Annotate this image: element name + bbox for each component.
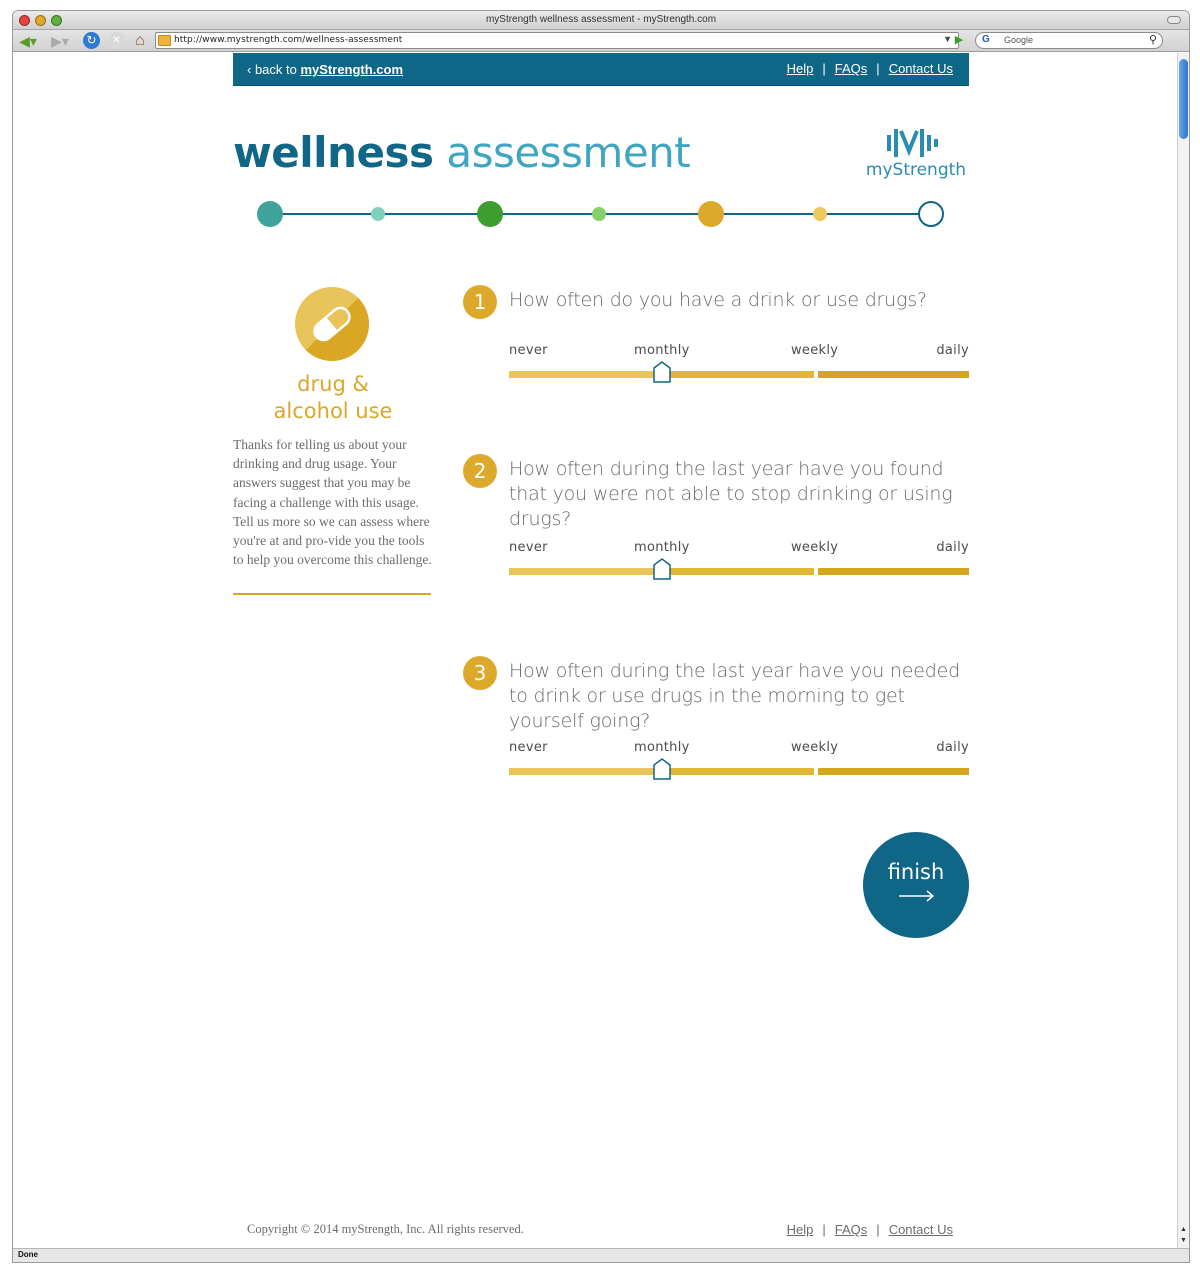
logo-text: myStrength [865, 160, 967, 180]
progress-step-4 [592, 207, 606, 221]
search-engine-icon[interactable]: G [982, 34, 990, 45]
page-title-bold: wellness [233, 128, 434, 177]
window-title: myStrength wellness assessment - myStrength.com [485, 14, 717, 25]
chevron-down-icon[interactable]: ▼ [943, 34, 952, 44]
browser-window [12, 10, 1190, 1263]
nav-separator: | [876, 61, 880, 76]
category-title-line2: alcohol use [273, 399, 393, 423]
question-text: How often do you have a drink or use drugs? [509, 289, 927, 311]
title-bar [13, 11, 1189, 30]
question-number-badge: 1 [463, 285, 497, 319]
finish-label: finish [887, 860, 945, 884]
page-title-light: assessment [446, 128, 691, 177]
category-title [233, 371, 433, 425]
progress-step-6 [813, 207, 827, 221]
option-never[interactable]: never [509, 740, 548, 755]
option-weekly[interactable]: weekly [791, 343, 839, 358]
nav-separator: | [822, 61, 826, 76]
reload-icon[interactable]: ↻ [83, 32, 100, 49]
slider-track-high[interactable] [818, 568, 969, 575]
back-to-site-link[interactable] [247, 62, 403, 77]
slider-track-high[interactable] [818, 768, 969, 775]
category-title-line1: drug & [297, 372, 369, 396]
go-icon[interactable]: ▶ [954, 34, 964, 46]
slider-handle[interactable] [653, 558, 671, 580]
frequency-slider[interactable] [509, 540, 969, 584]
stop-icon[interactable]: ✕ [108, 32, 125, 49]
scroll-down-arrow-icon[interactable]: ▼ [1180, 1237, 1187, 1244]
slider-track-high[interactable] [818, 371, 969, 378]
option-monthly[interactable]: monthly [634, 540, 690, 555]
page-title [233, 128, 690, 177]
top-nav-links [787, 61, 953, 76]
frequency-slider[interactable] [509, 343, 969, 387]
slider-handle[interactable] [653, 361, 671, 383]
option-daily[interactable]: daily [936, 343, 969, 358]
arrow-right-icon [899, 890, 935, 902]
option-monthly[interactable]: monthly [634, 343, 690, 358]
footer-separator: | [876, 1222, 880, 1237]
slider-track-mid[interactable] [662, 568, 814, 575]
progress-step-1 [257, 201, 283, 227]
finish-button[interactable] [863, 832, 969, 938]
status-bar [13, 1248, 1189, 1262]
top-nav-bar [233, 53, 969, 86]
progress-step-7-current [918, 201, 944, 227]
progress-tracker [256, 199, 946, 229]
option-weekly[interactable]: weekly [791, 540, 839, 555]
option-daily[interactable]: daily [936, 740, 969, 755]
contact-us-link[interactable]: Contact Us [888, 61, 953, 76]
option-daily[interactable]: daily [936, 540, 969, 555]
copyright-text: Copyright © 2014 myStrength, Inc. All rights reserved. [247, 1222, 524, 1236]
slider-track-low[interactable] [509, 568, 662, 575]
search-input[interactable] [975, 32, 1163, 49]
pill-capsule-icon [295, 287, 369, 361]
help-link[interactable]: Help [786, 61, 814, 76]
footer-contact-us-link[interactable]: Contact Us [888, 1222, 953, 1237]
back-arrow-icon[interactable]: ◀▾ [19, 33, 37, 49]
slider-track-mid[interactable] [662, 371, 814, 378]
forward-arrow-icon[interactable]: ▶▾ [51, 33, 69, 49]
status-text: Done [18, 1250, 38, 1259]
back-site-name[interactable]: myStrength.com [300, 62, 404, 77]
scroll-up-arrow-icon[interactable]: ▲ [1180, 1226, 1187, 1233]
frequency-slider[interactable] [509, 740, 969, 784]
category-divider [233, 593, 431, 595]
home-icon[interactable]: ⌂ [135, 32, 145, 49]
slider-handle[interactable] [653, 758, 671, 780]
toolbar-toggle-button[interactable] [1167, 16, 1181, 24]
mystrength-logo [861, 127, 971, 183]
option-weekly[interactable]: weekly [791, 740, 839, 755]
question-text: How often during the last year have you found that you were not able to stop drinking or using drugs? [509, 458, 953, 530]
footer-links [787, 1222, 953, 1237]
option-monthly[interactable]: monthly [634, 740, 690, 755]
url-text: http://www.mystrength.com/wellness-assessment [174, 35, 403, 45]
progress-step-5 [698, 201, 724, 227]
slider-track-low[interactable] [509, 768, 662, 775]
faqs-link[interactable]: FAQs [834, 61, 868, 76]
search-placeholder: Google [1004, 35, 1034, 45]
option-never[interactable]: never [509, 540, 548, 555]
category-description: Thanks for telling us about your drinking and drug usage. Your answers suggest that you may be facing a challenge with this usage. Tell us more so we can assess where you're at and pro-vide you the tools to help you overcome this challenge. [233, 437, 432, 568]
browser-toolbar [13, 30, 1189, 52]
scrollbar-thumb[interactable] [1179, 59, 1188, 139]
option-never[interactable]: never [509, 343, 548, 358]
logo-mark-icon [861, 127, 971, 161]
page-footer [233, 1215, 969, 1235]
footer-help-link[interactable]: Help [786, 1222, 814, 1237]
question-text: How often during the last year have you needed to drink or use drugs in the morning to get yourself going? [509, 660, 960, 732]
progress-step-3 [477, 201, 503, 227]
search-icon[interactable]: ⚲ [1148, 34, 1157, 46]
progress-step-2 [371, 207, 385, 221]
slider-track-mid[interactable] [662, 768, 814, 775]
question-number-badge: 2 [463, 454, 497, 488]
page-viewport [13, 53, 1179, 1250]
folder-icon [158, 35, 171, 46]
footer-faqs-link[interactable]: FAQs [834, 1222, 868, 1237]
slider-track-low[interactable] [509, 371, 662, 378]
question-number-badge: 3 [463, 656, 497, 690]
footer-separator: | [822, 1222, 826, 1237]
vertical-scrollbar[interactable] [1177, 53, 1189, 1250]
address-bar[interactable] [155, 32, 959, 49]
back-prefix: ‹ back to [247, 62, 301, 77]
